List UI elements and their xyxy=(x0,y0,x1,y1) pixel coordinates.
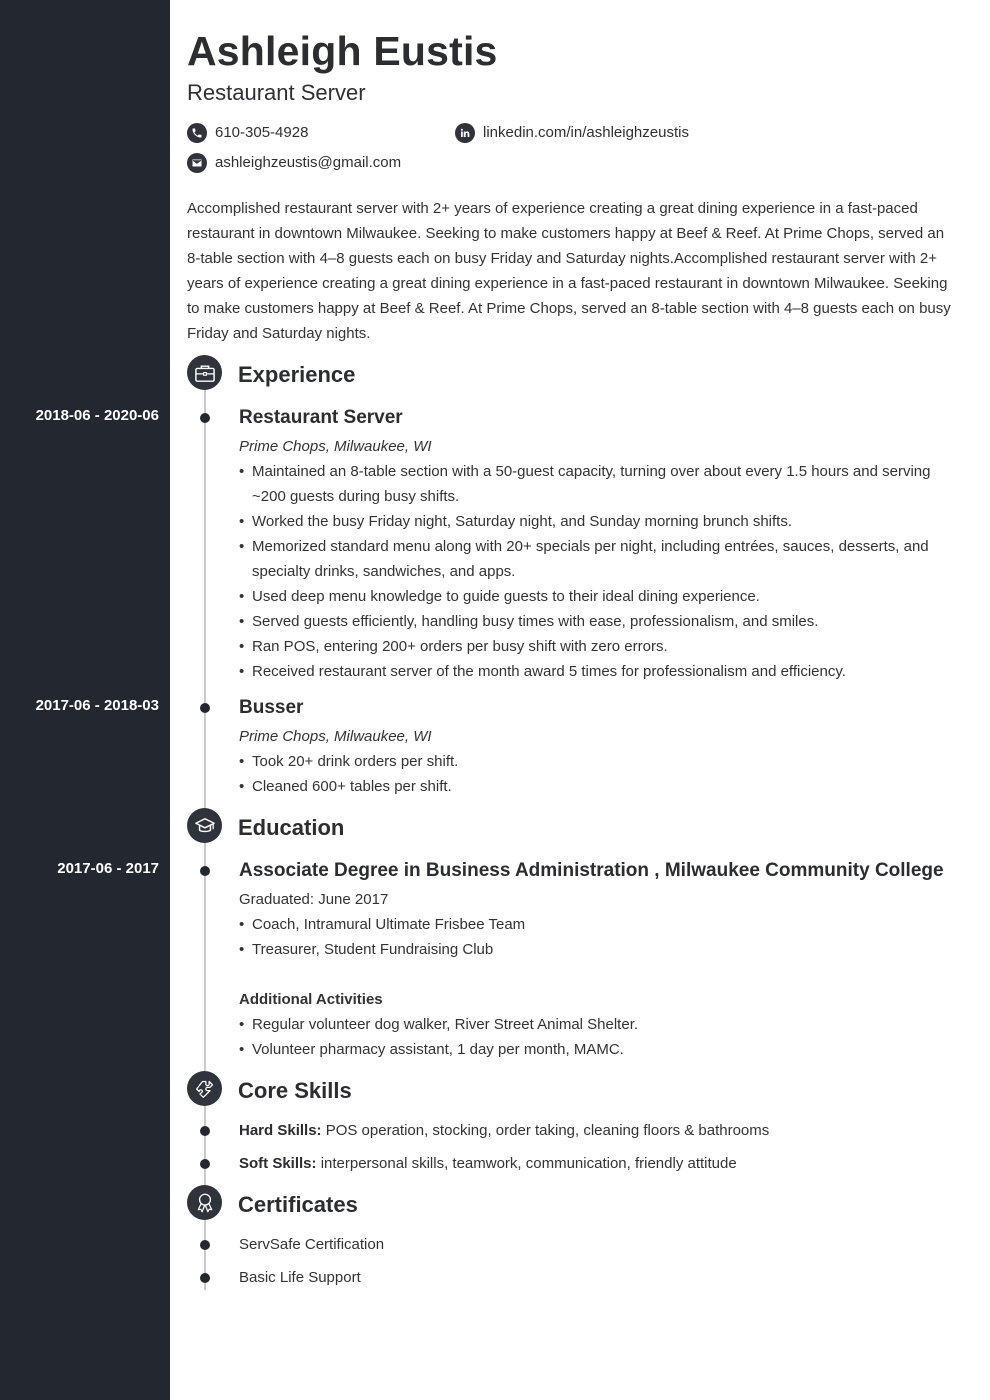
timeline-dot xyxy=(200,866,210,876)
experience-heading: Experience xyxy=(238,362,356,387)
hard-skills-text: POS operation, stocking, order taking, cleaning floors & bathrooms xyxy=(325,1122,770,1139)
soft-skills-text: interpersonal skills, teamwork, communication, friendly attitude xyxy=(320,1155,737,1172)
job-2-company: Prime Chops, Milwaukee, WI xyxy=(239,728,432,745)
list-item: • Cleaned 600+ tables per shift. xyxy=(239,774,959,799)
phone-icon xyxy=(187,123,207,143)
timeline-dot xyxy=(200,1273,210,1283)
puzzle-icon xyxy=(187,1071,222,1106)
activities-bullets xyxy=(239,1012,959,1062)
contact-email[interactable] xyxy=(187,153,401,173)
education-degree: Associate Degree in Business Administration , Milwaukee Community College xyxy=(239,860,944,881)
timeline-dot xyxy=(200,1126,210,1136)
contact-linkedin[interactable] xyxy=(455,123,689,143)
list-item: • Treasurer, Student Fundraising Club xyxy=(239,937,959,962)
summary-paragraph: Accomplished restaurant server with 2+ years of experience creating a great dining experience in a fast-paced restaurant in downtown Milwaukee. Seeking to make customers happy at Beef & Reef. At Prime Chops, served an 8-table section with 4–8 guests each on busy Friday and Saturday nights.Accomplished restaurant server with 2+ years of experience creating a great dining experience in a fast-paced restaurant in downtown Milwaukee. Seeking to make customers happy at Beef & Reef. At Prime Chops, served an 8-table section with 4–8 guests each on busy Friday and Saturday nights. xyxy=(187,200,951,342)
list-item: • Maintained an 8-table section with a 50-guest capacity, turning over about every 1.5 hours and serving ~200 guests during busy shifts. xyxy=(239,459,959,509)
linkedin-icon xyxy=(455,123,475,143)
candidate-name: Ashleigh Eustis xyxy=(187,28,498,74)
education-bullets xyxy=(239,912,959,962)
email-text[interactable]: ashleighzeustis@gmail.com xyxy=(215,154,402,171)
education-graduated: Graduated: June 2017 xyxy=(239,891,389,908)
certificate-item: ServSafe Certification xyxy=(239,1236,385,1253)
timeline-dot xyxy=(200,1240,210,1250)
graduation-cap-icon xyxy=(187,808,222,843)
job-1-dates: 2018-06 - 2020-06 xyxy=(35,407,159,424)
list-item: • Worked the busy Friday night, Saturday night, and Sunday morning brunch shifts. xyxy=(239,509,959,534)
list-item: • Regular volunteer dog walker, River Street Animal Shelter. xyxy=(239,1012,959,1037)
list-item: • Served guests efficiently, handling busy times with ease, professionalism, and smiles. xyxy=(239,609,959,634)
timeline-dot xyxy=(200,413,210,423)
education-dates: 2017-06 - 2017 xyxy=(57,860,159,877)
soft-skills xyxy=(239,1154,737,1174)
certificates-heading: Certificates xyxy=(238,1192,358,1217)
list-item: • Took 20+ drink orders per shift. xyxy=(239,749,959,774)
skills-heading: Core Skills xyxy=(238,1078,352,1103)
education-heading: Education xyxy=(238,815,345,840)
list-item: • Memorized standard menu along with 20+ specials per night, including entrées, sauces, desserts, and specialty drinks, sandwiches, and apps. xyxy=(239,534,959,584)
award-ribbon-icon xyxy=(187,1185,222,1220)
job-2-bullets xyxy=(239,749,959,799)
list-item: • Volunteer pharmacy assistant, 1 day per month, MAMC. xyxy=(239,1037,959,1062)
hard-skills-label: Hard Skills: xyxy=(239,1122,322,1139)
job-2-role: Busser xyxy=(239,697,304,718)
certificate-item: Basic Life Support xyxy=(239,1269,361,1286)
briefcase-icon xyxy=(187,355,222,390)
candidate-title: Restaurant Server xyxy=(187,80,366,105)
linkedin-text[interactable]: linkedin.com/in/ashleighzeustis xyxy=(483,124,689,141)
list-item: • Used deep menu knowledge to guide guests to their ideal dining experience. xyxy=(239,584,959,609)
hard-skills xyxy=(239,1121,769,1141)
job-1-company: Prime Chops, Milwaukee, WI xyxy=(239,438,432,455)
timeline-dot xyxy=(200,1159,210,1169)
list-item: • Ran POS, entering 200+ orders per busy shift with zero errors. xyxy=(239,634,959,659)
list-item: • Received restaurant server of the month award 5 times for professionalism and efficiency. xyxy=(239,659,959,684)
additional-activities-label: Additional Activities xyxy=(239,991,383,1008)
job-1-role: Restaurant Server xyxy=(239,407,403,428)
soft-skills-label: Soft Skills: xyxy=(239,1155,317,1172)
job-2-dates: 2017-06 - 2018-03 xyxy=(35,697,159,714)
contact-phone xyxy=(187,123,308,143)
phone-text: 610-305-4928 xyxy=(215,124,309,141)
job-1-bullets xyxy=(239,459,959,684)
timeline-dot xyxy=(200,703,210,713)
list-item: • Coach, Intramural Ultimate Frisbee Team xyxy=(239,912,959,937)
email-icon xyxy=(187,153,207,173)
